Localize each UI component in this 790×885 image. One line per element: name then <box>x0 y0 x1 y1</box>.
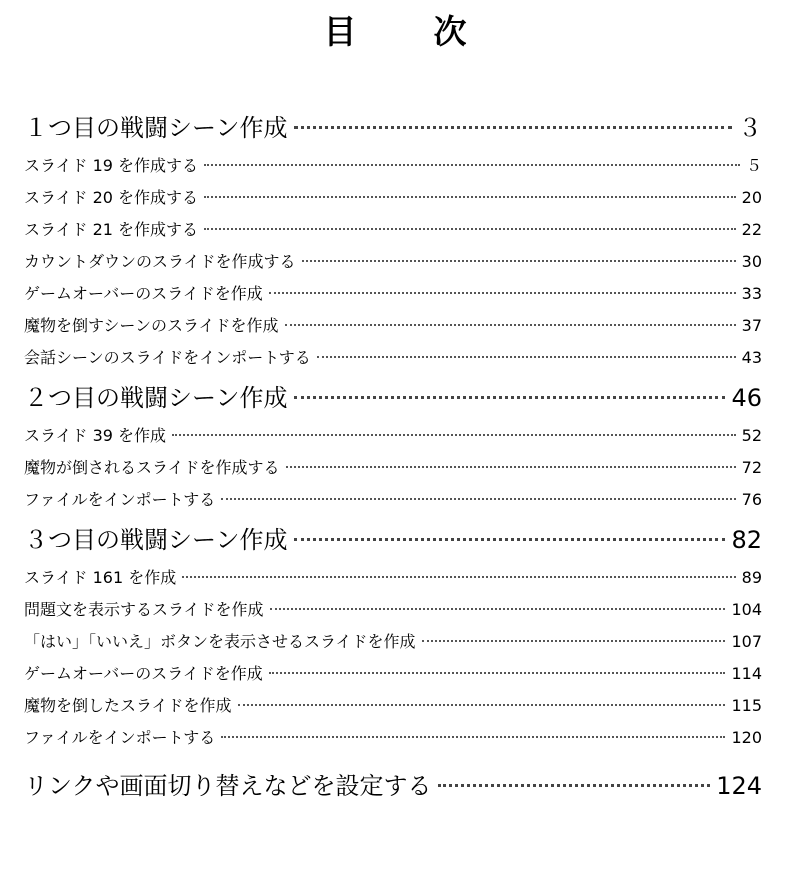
chapter-title: リンクや画面切り替えなどを設定する <box>24 772 432 800</box>
toc-entry[interactable] <box>24 278 762 310</box>
toc-section-1 <box>24 108 762 374</box>
entry-title: 魔物が倒されるスライドを作成する <box>24 458 280 477</box>
entry-title: 魔物を倒すシーンのスライドを作成 <box>24 316 279 335</box>
toc-section-2 <box>24 378 762 516</box>
dot-leader <box>270 608 726 610</box>
chapter-heading[interactable] <box>24 108 762 148</box>
dot-leader <box>286 466 736 468</box>
toc-entry[interactable] <box>24 484 762 516</box>
entry-page-number: 76 <box>741 490 762 509</box>
toc-section-3 <box>24 520 762 754</box>
toc-title: 目 次 <box>323 12 489 51</box>
entry-title: ゲームオーバーのスライドを作成 <box>24 664 263 683</box>
dot-leader <box>238 704 726 706</box>
chapter-page-number: 124 <box>716 772 762 800</box>
toc-entry[interactable] <box>24 452 762 484</box>
chapter-page-number: ３ <box>738 114 762 142</box>
entry-title: スライド 21 を作成する <box>24 220 199 239</box>
toc-entry[interactable] <box>24 310 762 342</box>
entry-page-number: 114 <box>731 664 762 683</box>
dot-leader <box>269 292 736 294</box>
dot-leader <box>294 126 732 129</box>
dot-leader <box>294 538 726 541</box>
dot-leader <box>221 736 725 738</box>
entry-page-number: 30 <box>741 252 762 271</box>
entry-title: ゲームオーバーのスライドを作成 <box>24 284 263 303</box>
dot-leader <box>302 260 736 262</box>
dot-leader <box>182 576 735 578</box>
entry-title: スライド 20 を作成する <box>24 188 199 207</box>
entry-title: 問題文を表示するスライドを作成 <box>24 600 264 619</box>
toc-entry[interactable] <box>24 342 762 374</box>
chapter-page-number: 82 <box>731 526 762 554</box>
dot-leader <box>204 196 736 198</box>
entry-page-number: 120 <box>731 728 762 747</box>
dot-leader <box>172 434 736 436</box>
entry-page-number: 107 <box>731 632 762 651</box>
toc-entry[interactable] <box>24 722 762 754</box>
toc-entry[interactable] <box>24 214 762 246</box>
entry-page-number: 22 <box>741 220 762 239</box>
chapter-entries <box>24 150 762 374</box>
toc-entry[interactable] <box>24 246 762 278</box>
dot-leader <box>317 356 736 358</box>
entry-page-number: 115 <box>731 696 762 715</box>
chapter-heading[interactable] <box>24 378 762 418</box>
dot-leader <box>438 784 711 787</box>
entry-page-number: 72 <box>741 458 762 477</box>
entry-title: ファイルをインポートする <box>24 728 216 747</box>
dot-leader <box>294 396 726 399</box>
toc-list <box>24 108 762 806</box>
dot-leader <box>204 164 740 166</box>
entry-title: スライド 19 を作成する <box>24 156 199 175</box>
entry-page-number: 37 <box>741 316 762 335</box>
chapter-heading[interactable] <box>24 766 762 806</box>
dot-leader <box>422 640 726 642</box>
entry-page-number: 43 <box>741 348 762 367</box>
entry-page-number: ５ <box>745 156 762 175</box>
entry-page-number: 89 <box>741 568 762 587</box>
chapter-page-number: 46 <box>731 384 762 412</box>
toc-section-4 <box>24 766 762 806</box>
chapter-title: ３つ目の戦闘シーン作成 <box>24 526 288 554</box>
dot-leader <box>269 672 726 674</box>
dot-leader <box>285 324 736 326</box>
entry-page-number: 20 <box>741 188 762 207</box>
chapter-heading[interactable] <box>24 520 762 560</box>
toc-entry[interactable] <box>24 658 762 690</box>
toc-entry[interactable] <box>24 626 762 658</box>
entry-page-number: 33 <box>741 284 762 303</box>
entry-title: 魔物を倒したスライドを作成 <box>24 696 232 715</box>
dot-leader <box>221 498 735 500</box>
chapter-title: １つ目の戦闘シーン作成 <box>24 114 288 142</box>
toc-entry[interactable] <box>24 150 762 182</box>
entry-title: スライド 39 を作成 <box>24 426 167 445</box>
entry-title: スライド 161 を作成 <box>24 568 177 587</box>
toc-entry[interactable] <box>24 690 762 722</box>
toc-entry[interactable] <box>24 182 762 214</box>
entry-title: ファイルをインポートする <box>24 490 216 509</box>
entry-title: カウントダウンのスライドを作成する <box>24 252 296 271</box>
chapter-entries <box>24 420 762 516</box>
entry-page-number: 104 <box>731 600 762 619</box>
entry-page-number: 52 <box>741 426 762 445</box>
chapter-title: ２つ目の戦闘シーン作成 <box>24 384 288 412</box>
dot-leader <box>204 228 736 230</box>
toc-entry[interactable] <box>24 594 762 626</box>
toc-entry[interactable] <box>24 562 762 594</box>
entry-title: 「はい」「いいえ」ボタンを表示させるスライドを作成 <box>24 632 416 651</box>
entry-title: 会話シーンのスライドをインポートする <box>24 348 311 367</box>
toc-entry[interactable] <box>24 420 762 452</box>
chapter-entries <box>24 562 762 754</box>
